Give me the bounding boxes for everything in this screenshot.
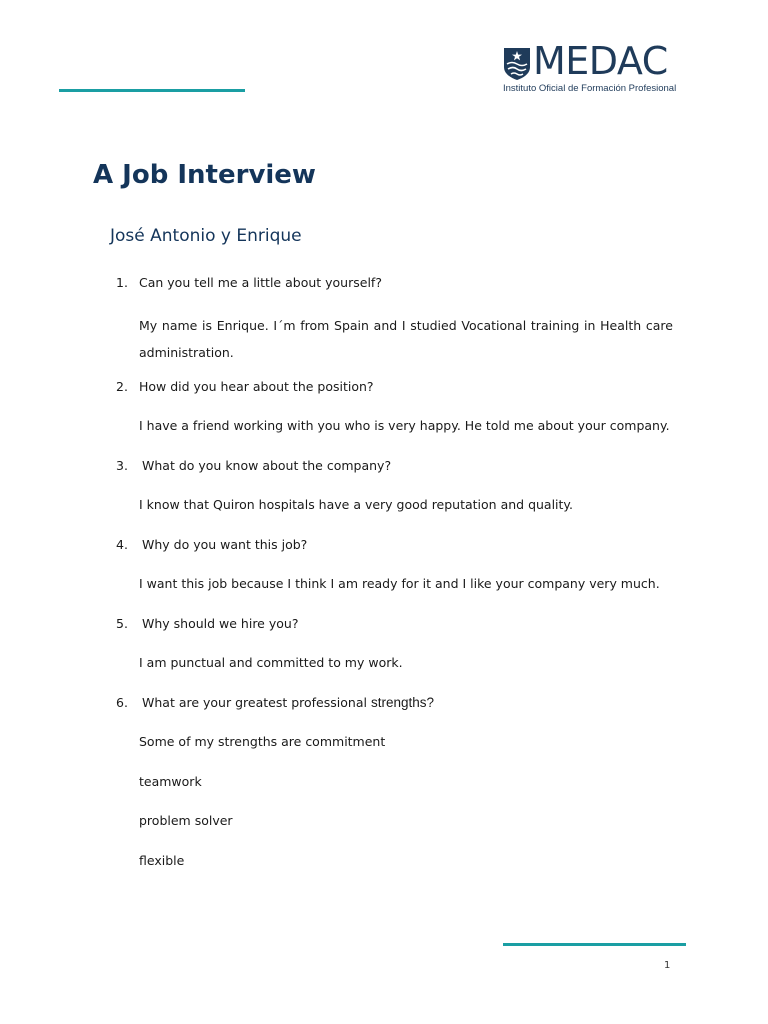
- answer-text: I want this job because I think I am ready for it and I like your company very much.: [139, 576, 660, 591]
- medac-logo: [503, 39, 695, 96]
- logo-tagline: Instituto Oficial de Formación Profesional: [503, 83, 677, 94]
- question-text: Can you tell me a little about yourself?: [139, 275, 382, 290]
- logo-wordmark: MEDAC: [533, 39, 668, 83]
- shield-icon: [503, 47, 531, 81]
- question-item: [116, 275, 676, 291]
- question-text-tail: strengths?: [370, 695, 434, 710]
- question-text: What are your greatest professional: [142, 695, 367, 710]
- question-number: 3.: [116, 458, 128, 473]
- question-number: 1.: [116, 275, 128, 290]
- answer-text: problem solver: [139, 813, 233, 828]
- question-item: [116, 537, 676, 553]
- page-subtitle: José Antonio y Enrique: [110, 226, 302, 246]
- answer-text: I have a friend working with you who is very happy. He told me about your company.: [139, 418, 670, 433]
- question-number: 2.: [116, 379, 128, 394]
- answer-text: My name is Enrique. I´m from Spain and I studied Vocational training in Health care administration.: [139, 318, 673, 360]
- question-text: How did you hear about the position?: [139, 379, 374, 394]
- answer-text: I am punctual and committed to my work.: [139, 655, 403, 670]
- question-text: Why should we hire you?: [142, 616, 299, 631]
- page-title: A Job Interview: [93, 160, 316, 190]
- question-text: Why do you want this job?: [142, 537, 308, 552]
- answer-text: Some of my strengths are commitment: [139, 734, 386, 749]
- footer-accent-rule: [503, 943, 686, 946]
- answer-text: flexible: [139, 853, 185, 868]
- question-item: [116, 458, 676, 474]
- page-number: 1: [664, 960, 671, 971]
- question-item: [116, 616, 676, 632]
- question-item: [116, 379, 676, 395]
- question-number: 6.: [116, 695, 128, 710]
- answer-text: teamwork: [139, 774, 202, 789]
- question-number: 5.: [116, 616, 128, 631]
- question-text: What do you know about the company?: [142, 458, 392, 473]
- question-item: [116, 695, 676, 711]
- question-number: 4.: [116, 537, 128, 552]
- header-accent-rule: [59, 89, 245, 92]
- answer-text: I know that Quiron hospitals have a very good reputation and quality.: [139, 497, 574, 512]
